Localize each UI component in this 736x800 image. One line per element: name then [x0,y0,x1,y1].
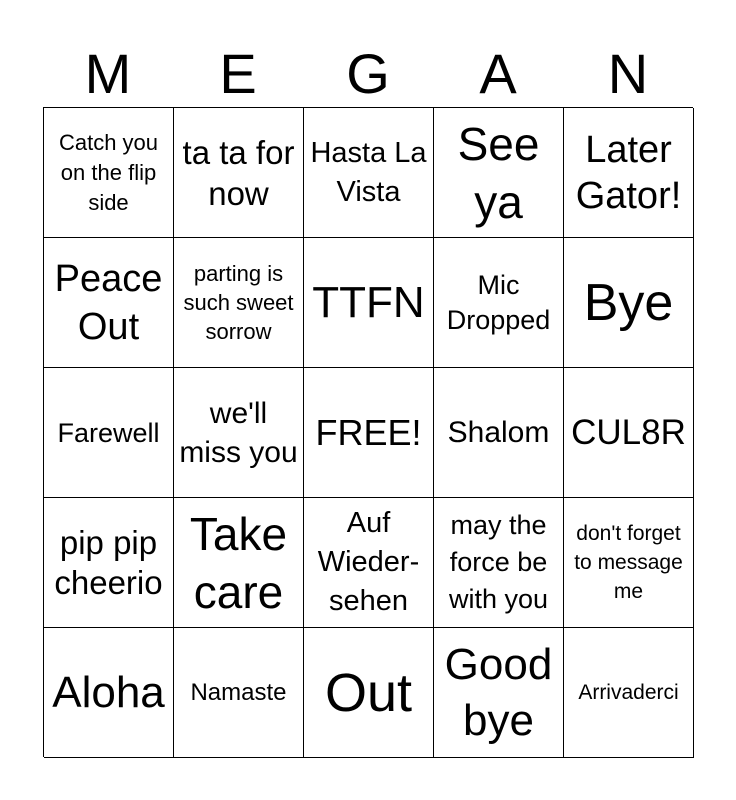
bingo-cell[interactable] [174,498,304,628]
bingo-cell[interactable] [44,368,174,498]
cell-text: Namaste [190,678,287,706]
cell-text: Take care [189,507,288,618]
header-letter-g: G [346,42,390,105]
cell-text: Good bye [444,639,553,745]
cell-text: Peace Out [54,257,163,348]
bingo-cell[interactable] [174,238,304,368]
cell-text: Hasta La Vista [310,136,427,208]
bingo-cell[interactable] [304,628,434,758]
cell-text: Arrivaderci [578,680,679,704]
cell-text: Catch you on the flip side [58,129,159,215]
bingo-cell[interactable] [174,368,304,498]
bingo-cell[interactable] [434,498,564,628]
cell-text: ta ta for now [182,133,295,212]
bingo-cell[interactable] [44,238,174,368]
cell-text: Farewell [57,417,160,448]
header-letter-a: A [479,42,517,105]
cell-text: CUL8R [571,412,686,452]
bingo-cell[interactable] [304,368,434,498]
bingo-header [43,40,693,108]
cell-text: may the force be with you [448,510,549,614]
cell-text: Aloha [52,667,165,717]
cell-text: Out [324,662,413,723]
bingo-cell[interactable] [304,238,434,368]
cell-text: Bye [583,273,674,332]
bingo-cell[interactable] [564,628,694,758]
cell-text: TTFN [312,277,425,327]
bingo-cell[interactable] [564,108,694,238]
bingo-cell[interactable] [434,368,564,498]
header-letter-e: E [219,42,257,105]
cell-text: See ya [457,117,540,228]
bingo-grid [43,107,693,757]
bingo-cell[interactable] [564,368,694,498]
bingo-cell[interactable] [44,628,174,758]
bingo-cell[interactable] [174,108,304,238]
bingo-cell[interactable] [44,498,174,628]
bingo-cell[interactable] [174,628,304,758]
bingo-cell[interactable] [434,628,564,758]
cell-text: pip pip cheerio [54,523,163,601]
cell-text: FREE! [315,411,422,453]
bingo-cell[interactable] [434,238,564,368]
bingo-cell[interactable] [304,498,434,628]
header-letter-n: N [607,42,649,105]
bingo-cell[interactable] [564,498,694,628]
cell-text: we'll miss you [179,396,298,469]
bingo-cell[interactable] [44,108,174,238]
cell-text: Shalom [447,415,550,449]
header-letter-m: M [84,42,132,105]
cell-text: Auf Wieder- sehen [317,507,420,617]
cell-text: parting is such sweet sorrow [183,261,294,344]
cell-text: Mic Dropped [446,269,551,335]
cell-text: Later Gator! [575,128,682,217]
bingo-cell[interactable] [304,108,434,238]
bingo-cell[interactable] [434,108,564,238]
cell-text: don't forget to message me [574,522,683,603]
bingo-cell[interactable] [564,238,694,368]
